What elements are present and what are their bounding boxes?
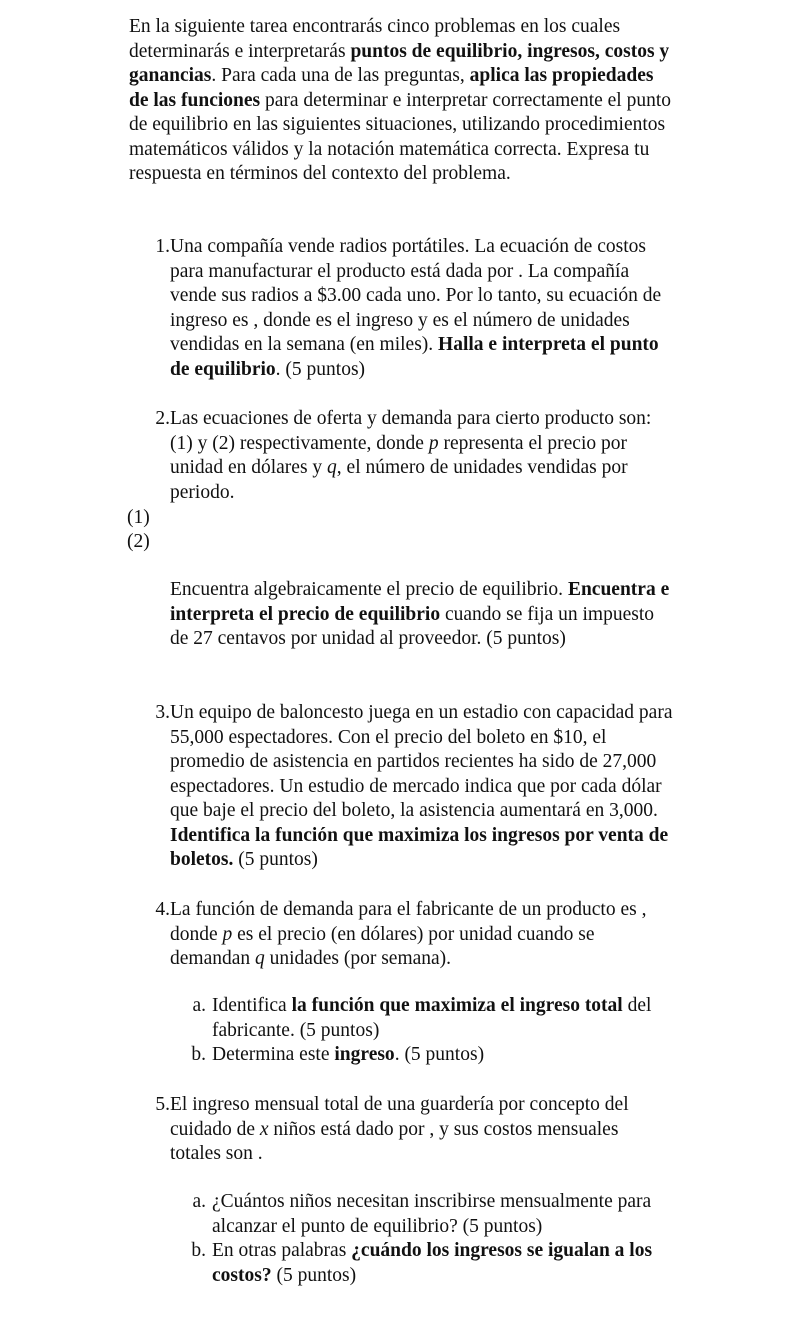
problem-bold: Encuentra e interpreta el precio de equilibrio — [170, 579, 670, 625]
problem-2 — [129, 407, 674, 505]
subpart-bold: ¿cuándo los ingresos se igualan a los costos? — [212, 1240, 653, 1286]
problem-text-part: El ingreso mensual total de una guardería por concepto del cuidado de — [170, 1094, 629, 1140]
variable-p: p — [222, 923, 233, 945]
problem-text-part: cuando se fija un impuesto de 27 centavos por unidad al proveedor. (5 puntos) — [170, 603, 654, 649]
problem-2-continuation — [170, 578, 675, 652]
intro-bold: puntos de equilibrio, ingresos, costos y ganancias — [129, 40, 670, 86]
problem-bold: Halla e interpreta el punto de equilibrio — [170, 334, 659, 380]
problem-text-part: Un equipo de baloncesto juega en un estadio con capacidad para 55,000 espectadores. Con el precio del boleto en $10, el promedio de asistencia en partidos recientes ha sido de 27,000 espectadores. Un estudio de mercado indica que por cada dólar que baje el precio del boleto, la asistencia aumentará en 3,000. — [170, 702, 673, 821]
subpart-text-part: del fabricante. (5 puntos) — [212, 995, 652, 1041]
problem-text — [170, 407, 674, 505]
subpart-letter: a. — [192, 995, 206, 1016]
subpart-letter: b. — [191, 1240, 206, 1261]
intro-paragraph — [129, 15, 674, 187]
intro-text: para determinar e interpretar correctamente el punto de equilibrio en las siguientes situaciones, utilizando procedimientos matemáticos válidos y la notación matemática correcta. Expresa tu respuesta en términos del contexto del problema. — [129, 89, 672, 184]
problem-number: 4. — [155, 899, 170, 920]
problem-text-part: unidades (por semana). — [264, 948, 452, 969]
problem-text-part: Las ecuaciones de oferta y demanda para cierto producto son: (1) y (2) respectivamente, donde — [170, 408, 652, 454]
problem-text — [170, 898, 674, 972]
problem-text-part: Una compañía vende radios portátiles. La ecuación de costos para manufacturar el producto está dada por . La compañía vende sus radios a $3.00 cada uno. Por lo tanto, su ecuación de ingreso es , donde es el ingreso y es el número de unidades vendidas en la semana (en miles). — [170, 236, 662, 355]
subpart-text-part: Determina este — [212, 1044, 335, 1065]
subpart-letter: a. — [192, 1191, 206, 1212]
subpart-text — [212, 1190, 676, 1239]
equation-label-1: (1) — [127, 507, 150, 528]
problem-text — [170, 701, 674, 873]
subpart-bold: la función que maximiza el ingreso total — [291, 995, 623, 1016]
problem-3 — [129, 701, 674, 873]
problem-text-part: representa el precio por unidad en dólares y — [170, 432, 627, 478]
problem-4 — [129, 898, 674, 972]
problem-number: 3. — [155, 702, 170, 723]
problem-text-part: niños está dado por , y sus costos mensuales totales son . — [170, 1118, 619, 1164]
problem-5 — [129, 1093, 674, 1167]
problem-text-part: es el precio (en dólares) por unidad cuando se demandan — [170, 923, 595, 969]
subpart-text — [212, 1239, 676, 1288]
problem-text-part: . (5 puntos) — [275, 358, 366, 380]
variable-q: q — [255, 948, 265, 969]
problem-text-part: (5 puntos) — [233, 849, 318, 870]
problem-4-part-b — [186, 1043, 676, 1068]
intro-text: En la siguiente tarea encontrarás cinco problemas en los cuales determinarás e interpretarás — [129, 16, 621, 62]
problem-number: 2. — [155, 408, 170, 429]
problem-5-part-a — [186, 1190, 676, 1239]
variable-x: x — [259, 1118, 269, 1140]
intro-bold: aplica las propiedades de las funciones — [129, 65, 654, 111]
subpart-text — [212, 1043, 676, 1068]
subpart-letter: b. — [191, 1044, 206, 1065]
problem-text — [170, 1093, 674, 1167]
problem-text-part: Encuentra algebraicamente el precio de equilibrio. — [170, 579, 568, 600]
subpart-text-part: . (5 puntos) — [394, 1044, 485, 1065]
problem-1 — [129, 235, 674, 382]
intro-text: . Para cada una de las preguntas, — [211, 65, 470, 86]
problem-number: 1. — [155, 236, 170, 257]
subpart-text — [212, 994, 676, 1043]
problem-text-part: La función de demanda para el fabricante de un producto es , donde — [170, 899, 647, 945]
problem-text-part: , el número de unidades vendidas por periodo. — [170, 457, 628, 503]
problem-5-part-b — [186, 1239, 676, 1288]
subpart-bold: ingreso — [334, 1044, 395, 1065]
subpart-text-part: En otras palabras — [212, 1240, 352, 1261]
problem-number: 5. — [155, 1094, 170, 1115]
problem-bold: Identifica la función que maximiza los ingresos por venta de boletos. — [170, 824, 669, 870]
problem-4-part-a — [186, 994, 676, 1043]
variable-q: q — [327, 457, 337, 478]
equation-label-2: (2) — [127, 531, 150, 552]
subpart-text-part: ¿Cuántos niños necesitan inscribirse mensualmente para alcanzar el punto de equilibrio? (5 puntos) — [212, 1191, 652, 1237]
variable-p: p — [428, 432, 439, 454]
subpart-text-part: Identifica — [212, 995, 292, 1016]
subpart-text-part: (5 puntos) — [271, 1264, 357, 1286]
problem-text — [170, 235, 674, 382]
